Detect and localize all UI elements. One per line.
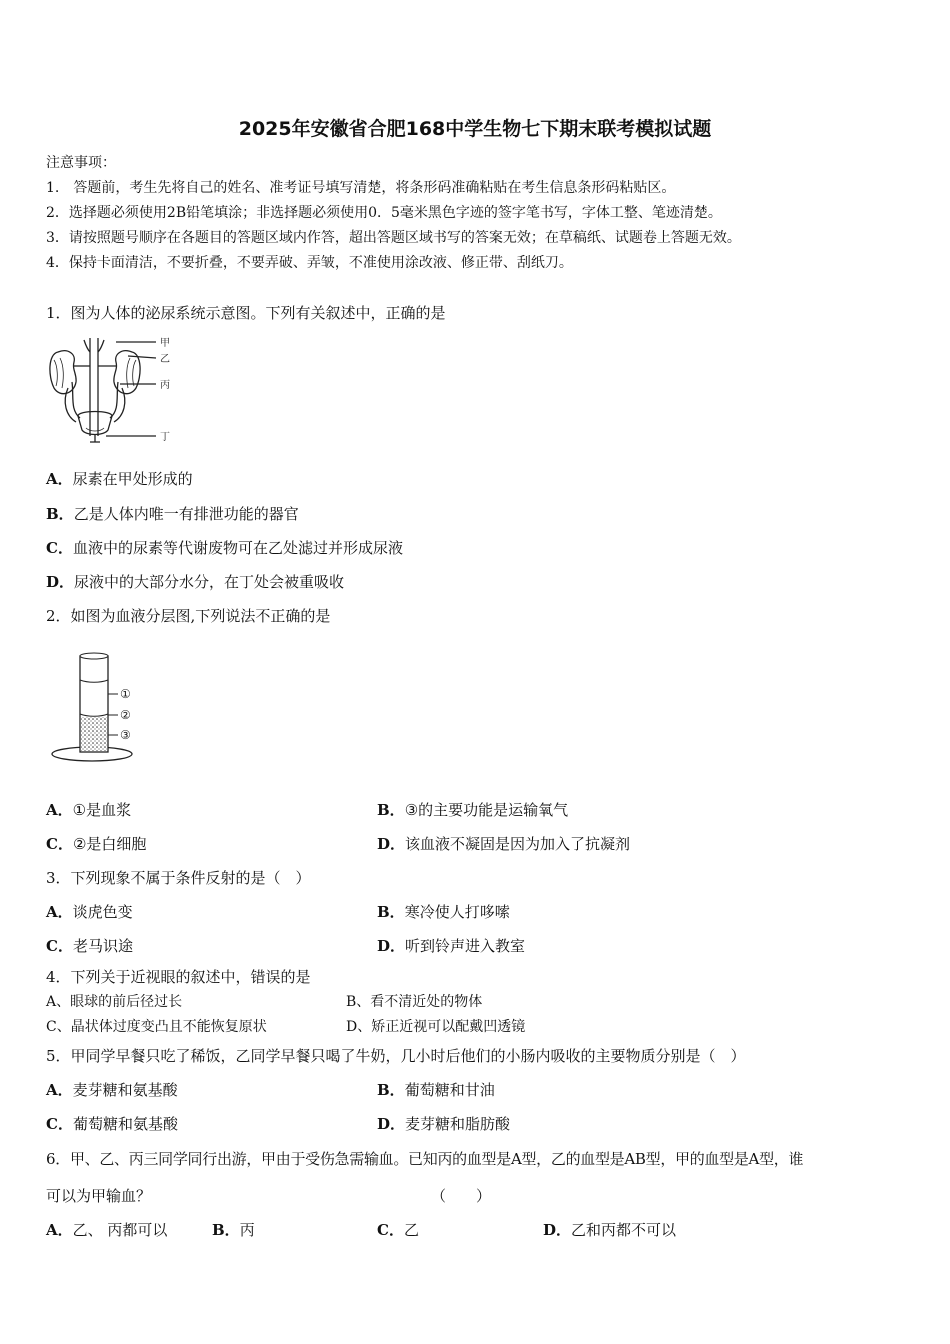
q5-option-a <box>46 1079 178 1100</box>
blood-layers-figure <box>48 650 158 770</box>
q3-stem: 3．下列现象不属于条件反射的是（ ） <box>46 869 311 887</box>
q2-label-2: ② <box>120 708 131 722</box>
q4-option-b: B、看不清近处的物体 <box>346 994 483 1010</box>
q4-option-c: C、晶状体过度变凸且不能恢复原状 <box>46 1019 267 1035</box>
q4-stem: 4．下列关于近视眼的叙述中，错误的是 <box>46 968 311 986</box>
q6-option-b-text: 丙 <box>239 1221 255 1239</box>
q1-label-jia: 甲 <box>160 338 170 349</box>
q2-option-b-text: ③的主要功能是运输氧气 <box>404 801 569 819</box>
q2-option-a-letter: A． <box>46 801 73 819</box>
notice-item-4: 4．保持卡面清洁，不要折叠，不要弄破、弄皱，不准使用涂改液、修正带、刮纸刀。 <box>46 255 573 271</box>
q6-stem-line2: 可以为甲输血？ <box>46 1187 152 1205</box>
q6-option-c-letter: C． <box>377 1221 404 1239</box>
q5-option-c-text: 葡萄糖和氨基酸 <box>72 1115 178 1133</box>
q3-option-b <box>377 901 510 922</box>
q3-option-a-text: 谈虎色变 <box>72 903 133 921</box>
q5-option-b-text: 葡萄糖和甘油 <box>404 1081 495 1099</box>
q5-option-b <box>377 1079 495 1100</box>
q1-option-d <box>46 571 344 592</box>
q1-option-a-text: 尿素在甲处形成的 <box>72 470 193 488</box>
q2-option-b-letter: B． <box>377 801 405 819</box>
q3-option-c-text: 老马识途 <box>72 937 133 955</box>
q6-option-b-letter: B． <box>212 1221 240 1239</box>
q1-option-c-text: 血液中的尿素等代谢废物可在乙处滤过并形成尿液 <box>72 539 403 557</box>
q6-option-a <box>46 1219 167 1240</box>
q1-option-d-text: 尿液中的大部分水分，在丁处会被重吸收 <box>74 573 345 591</box>
q2-option-c <box>46 833 146 854</box>
q1-label-bing: 丙 <box>160 380 170 391</box>
q6-option-b <box>212 1219 255 1240</box>
q2-label-3: ③ <box>120 728 131 742</box>
q2-option-b <box>377 799 568 820</box>
q1-option-b-text: 乙是人体内唯一有排泄功能的器官 <box>73 505 299 523</box>
q6-option-a-text: 乙、 丙都可以 <box>72 1221 168 1239</box>
page-title: 2025年安徽省合肥168中学生物七下期末联考模拟试题 <box>238 118 712 140</box>
urinary-system-figure <box>44 336 194 448</box>
q1-option-a-letter: A． <box>46 470 73 488</box>
notice-item-2: 2．选择题必须使用2B铅笔填涂；非选择题必须使用0．5毫米黑色字迹的签字笔书写，字体工整、笔迹清楚。 <box>46 205 722 221</box>
q1-option-b-letter: B． <box>46 505 74 523</box>
q1-option-a <box>46 468 193 489</box>
q5-option-c <box>46 1113 178 1134</box>
q1-stem: 1．图为人体的泌尿系统示意图。下列有关叙述中，正确的是 <box>46 304 446 322</box>
q3-option-d-letter: D． <box>377 937 406 955</box>
q3-option-d-text: 听到铃声进入教室 <box>405 937 526 955</box>
q1-option-b <box>46 503 299 524</box>
q2-label-1: ① <box>120 687 131 701</box>
q6-option-d <box>543 1219 676 1240</box>
q2-option-a-text: ①是血浆 <box>72 801 132 819</box>
q6-option-c-text: 乙 <box>403 1221 419 1239</box>
q2-stem: 2．如图为血液分层图,下列说法不正确的是 <box>46 607 331 625</box>
q2-option-c-text: ②是白细胞 <box>72 835 147 853</box>
q5-stem: 5．甲同学早餐只吃了稀饭，乙同学早餐只喝了牛奶，几小时后他们的小肠内吸收的主要物质分别是（ ） <box>46 1047 746 1065</box>
q6-stem-line1: 6．甲、乙、丙三同学同行出游，甲由于受伤急需输血。已知丙的血型是A型，乙的血型是AB型，甲的血型是A型，谁 <box>46 1150 804 1168</box>
q3-option-a-letter: A． <box>46 903 73 921</box>
q2-option-d <box>377 833 630 854</box>
q5-option-d-letter: D． <box>377 1115 406 1133</box>
q4-option-d: D、矫正近视可以配戴凹透镜 <box>346 1019 526 1035</box>
q1-label-yi: 乙 <box>160 354 170 365</box>
q2-option-d-letter: D． <box>377 835 406 853</box>
q6-option-a-letter: A． <box>46 1221 73 1239</box>
q5-option-a-letter: A． <box>46 1081 73 1099</box>
q3-option-c-letter: C． <box>46 937 73 955</box>
q5-option-a-text: 麦芽糖和氨基酸 <box>72 1081 178 1099</box>
q4-option-a: A、眼球的前后径过长 <box>46 994 183 1010</box>
q5-option-b-letter: B． <box>377 1081 405 1099</box>
notice-item-1: 1. 答题前，考生先将自己的姓名、准考证号填写清楚，将条形码准确粘贴在考生信息条形码粘贴区。 <box>46 180 676 196</box>
q5-option-d <box>377 1113 510 1134</box>
q6-answer-blank: （ ） <box>431 1187 492 1205</box>
q3-option-a <box>46 901 133 922</box>
q3-option-c <box>46 935 133 956</box>
q2-option-d-text: 该血液不凝固是因为加入了抗凝剂 <box>405 835 631 853</box>
q6-option-d-letter: D． <box>543 1221 572 1239</box>
q5-option-c-letter: C． <box>46 1115 73 1133</box>
q2-option-a <box>46 799 131 820</box>
q6-option-d-text: 乙和丙都不可以 <box>571 1221 677 1239</box>
notice-heading: 注意事项： <box>46 155 116 171</box>
q1-option-c-letter: C． <box>46 539 73 557</box>
q5-option-d-text: 麦芽糖和脂肪酸 <box>405 1115 511 1133</box>
q1-option-c <box>46 537 403 558</box>
q1-label-ding: 丁 <box>160 432 170 443</box>
q2-option-c-letter: C． <box>46 835 73 853</box>
q6-option-c <box>377 1219 419 1240</box>
notice-item-3: 3．请按照题号顺序在各题目的答题区域内作答，超出答题区域书写的答案无效；在草稿纸、试题卷上答题无效。 <box>46 230 741 246</box>
q3-option-b-letter: B． <box>377 903 405 921</box>
q1-option-d-letter: D． <box>46 573 75 591</box>
q3-option-d <box>377 935 525 956</box>
q3-option-b-text: 寒冷使人打哆嗦 <box>404 903 510 921</box>
